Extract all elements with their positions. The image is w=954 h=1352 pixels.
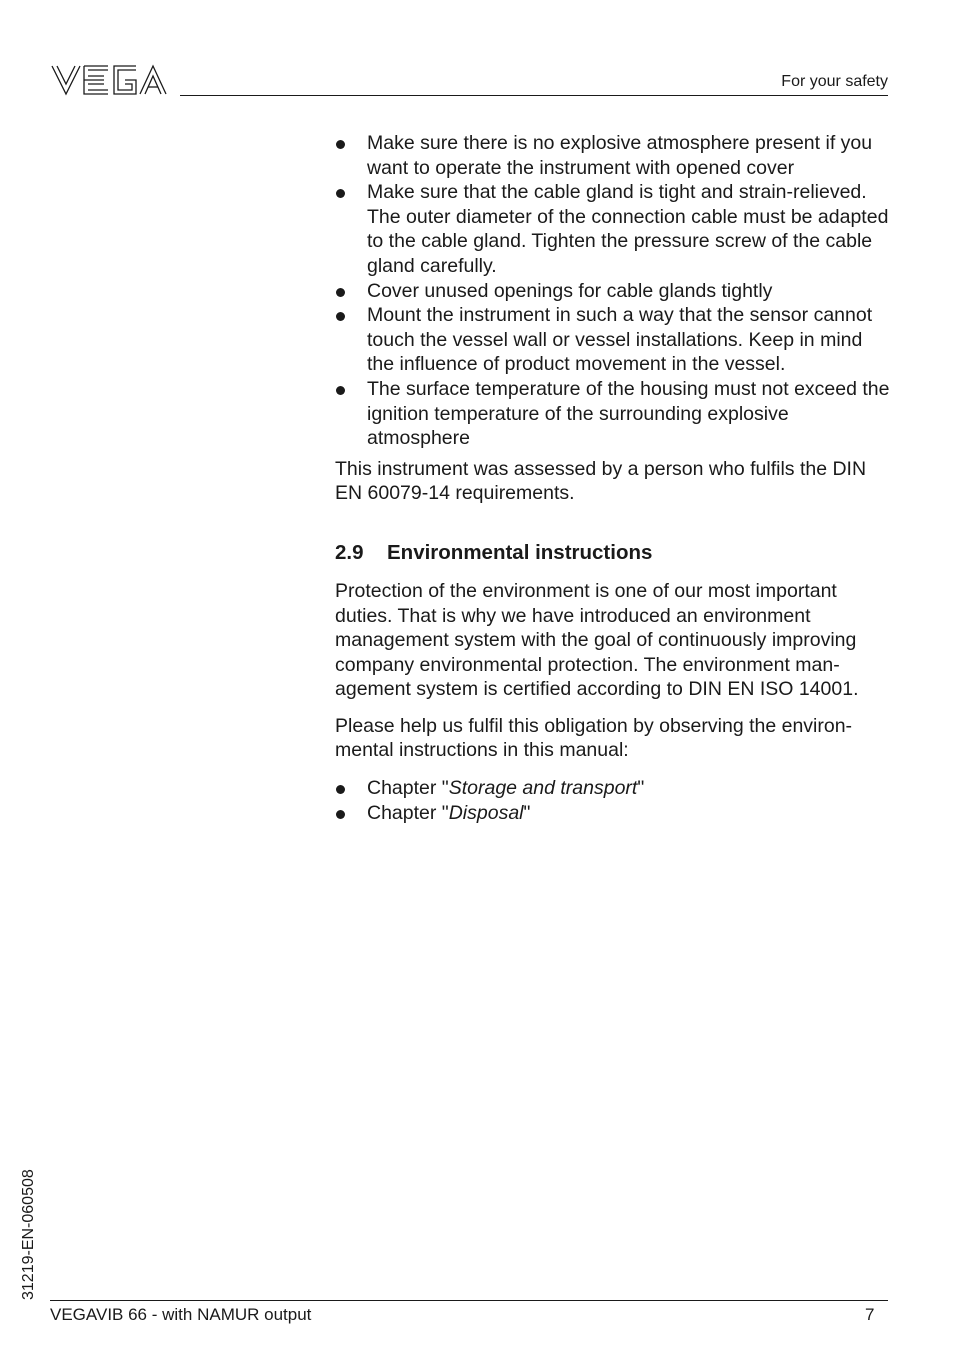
- list-item: Make sure that the cable gland is tight and strain-relieved. The outer diameter of the connection cable must be adapted to the cable gland. Tighten the pressure screw of the cable gland carefully.: [335, 180, 891, 278]
- list-item: Chapter "Disposal": [335, 801, 891, 826]
- footer-title: VEGAVIB 66 - with NAMUR output: [50, 1305, 312, 1324]
- list-item: Cover unused openings for cable glands tightly: [335, 279, 891, 304]
- bullet-icon: [336, 288, 345, 297]
- bullet-icon: [336, 189, 345, 198]
- bullet-icon: [336, 140, 345, 149]
- list-item: Make sure there is no explosive atmosphere present if you want to operate the instrument with opened cover: [335, 131, 891, 180]
- bullet-icon: [336, 810, 345, 819]
- chapter-reference: Storage and transport: [448, 777, 638, 800]
- section-label: For your safety: [781, 73, 888, 90]
- chapter-reference: Disposal: [448, 801, 524, 824]
- header-rule: [180, 95, 888, 96]
- environment-paragraph: Protection of the environment is one of our most important duties. That is why we have introduced an environment management system with the goal of continuously improving company environmental protection. The environment man-agement system is certified according to DIN EN ISO 14001.: [335, 579, 859, 701]
- list-item: Mount the instrument in such a way that the sensor cannot touch the vessel wall or vessel installations. Keep in mind the influence of product movement in the vessel.: [335, 303, 891, 377]
- list-item: Chapter "Storage and transport": [335, 776, 891, 801]
- page-number: 7: [865, 1305, 875, 1324]
- section-title: Environmental instructions: [387, 540, 653, 564]
- main-content: [335, 131, 891, 825]
- bullet-icon: [336, 312, 345, 321]
- bullet-icon: [336, 785, 345, 794]
- section-number: 2.9: [335, 540, 364, 564]
- chapter-list: [335, 776, 891, 825]
- footer-rule: [50, 1300, 888, 1301]
- document-code: 31219-EN-060508: [20, 1169, 37, 1300]
- bullet-icon: [336, 386, 345, 395]
- section-heading: [335, 539, 891, 567]
- list-item: The surface temperature of the housing must not exceed the ignition temperature of the surrounding explosive atmosphere: [335, 377, 891, 451]
- vega-logo: [50, 62, 168, 98]
- obligation-paragraph: Please help us fulfil this obligation by observing the environ-mental instructions in this manual:: [335, 714, 853, 762]
- safety-list: [335, 131, 891, 451]
- assessment-paragraph: This instrument was assessed by a person who fulfils the DIN EN 60079-14 requirements.: [335, 457, 867, 505]
